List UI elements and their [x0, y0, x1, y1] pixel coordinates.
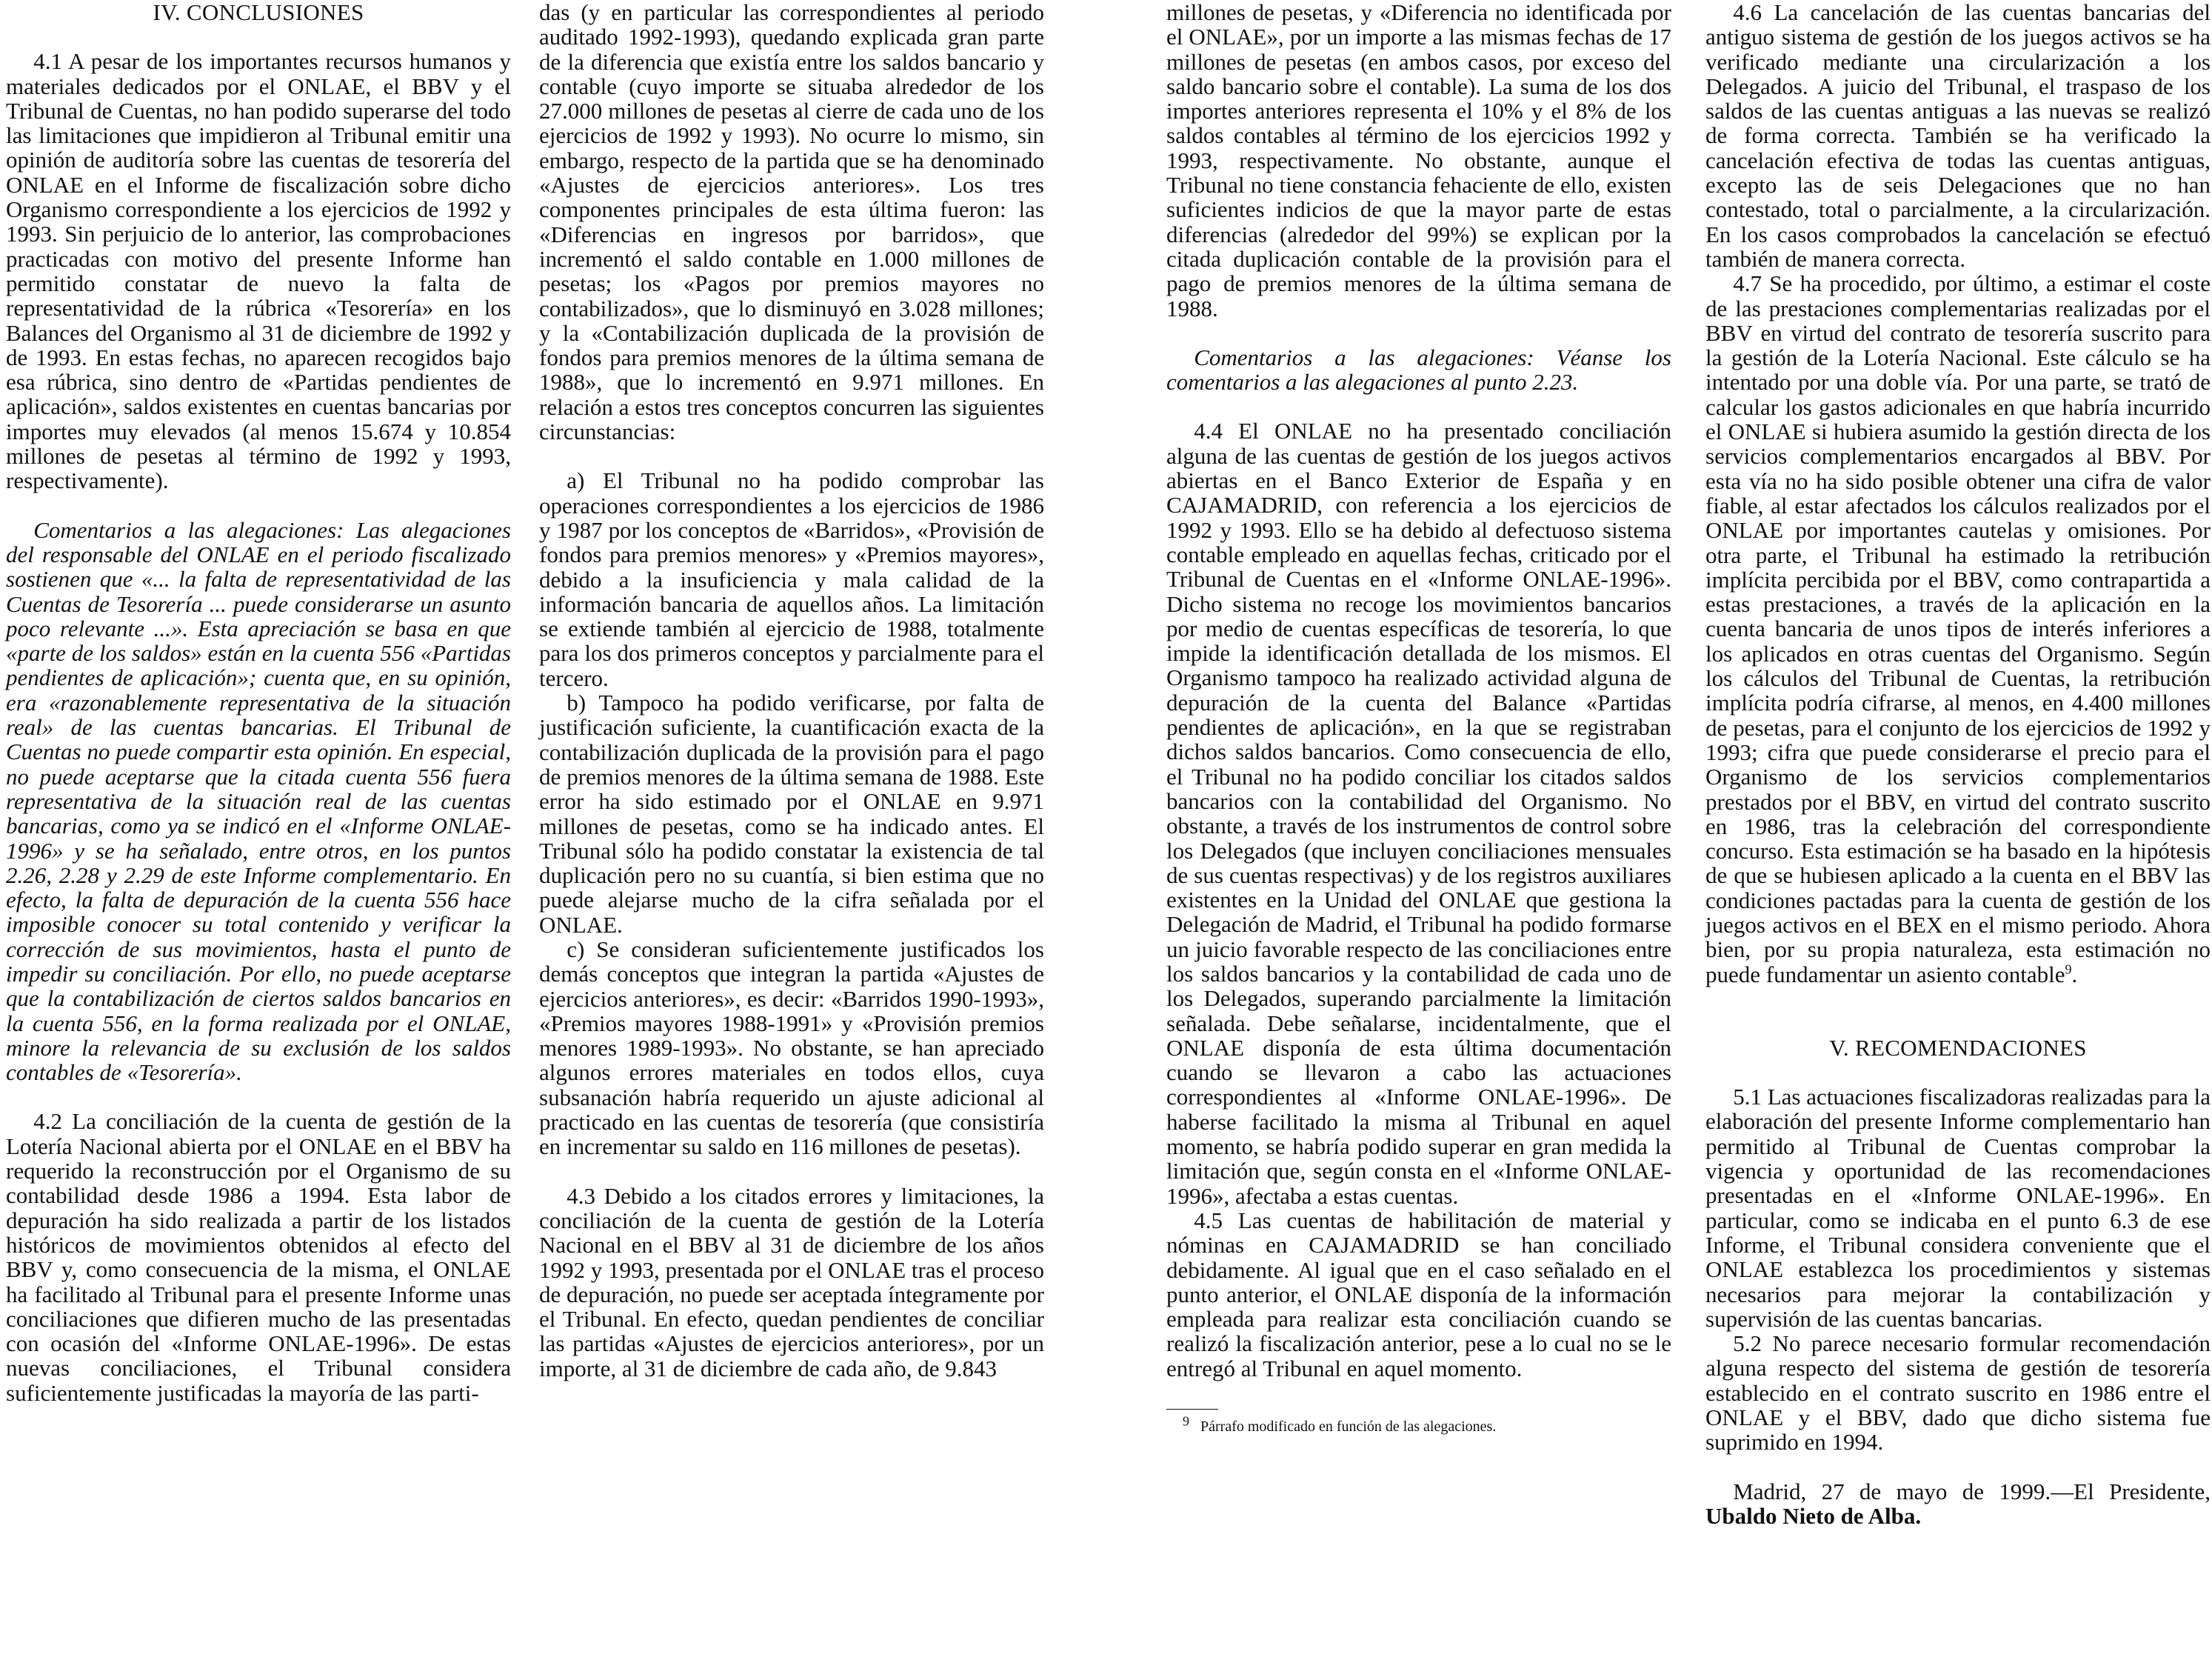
paragraph-4-2-c: c) Se consideran suficientemente justificados los demás conceptos que integran la partida «Ajustes de ejercicios anteriores», es decir: «Barridos 1990-1993», «Premios mayores 1988-1991» y «Provisión premios menores 1989-1993». No obstante, se han apreciado algunos errores materiales en todos ellos, cuya subsanación habría requerido un ajuste adicional al practicado en las cuentas de tesorería (que consistiría en incrementar su saldo en 116 millones de pesetas).	[539, 936, 1044, 1160]
column-1	[6, 0, 511, 1405]
footnote-number: 9	[1183, 1413, 1189, 1429]
paragraph-4-2-continued: das (y en particular las correspondientes al periodo auditado 1992-1993), quedando explicada gran parte de la diferencia que existía entre los saldos bancario y contable (cuyo importe se situaba alrededor de los 27.000 millones de pesetas al cierre de cada uno de los ejercicios de 1992 y 1993). No ocurre lo mismo, sin embargo, respecto de la partida que se ha denominado «Ajustes de ejercicios anteriores». Los tres componentes principales de esta última fueron: las «Diferencias en ingresos por barridos», que incrementó el saldo contable en 1.000 millones de pesetas; los «Pagos por premios mayores no contabilizados», que lo disminuyó en 3.028 millones; y la «Contabilización duplicada de la provisión de fondos para premios menores de la última semana de 1988», que lo incrementó en 9.971 millones. En relación a estos tres conceptos concurren las siguientes circunstancias:	[539, 0, 1044, 445]
paragraph-4-7-end: .	[2071, 961, 2078, 987]
column-4	[1705, 0, 2211, 1528]
paragraph-4-5: 4.5 Las cuentas de habilitación de material y nóminas en CAJAMADRID se han conciliado debidamente. Al igual que en el caso señalado en el punto anterior, el ONLAE disponía de la información empleada para realizar esta conciliación cuando se realizó la fiscalización anterior, pese a lo cual no se le entregó al Tribunal en aquel momento.	[1166, 1207, 1671, 1381]
paragraph-4-2-b: b) Tampoco ha podido verificarse, por falta de justificación suficiente, la cuantificación exacta de la contabilización duplicada de la provisión para el pago de premios menores de la última semana de 1988. Este error ha sido estimado por el ONLAE en 9.971 millones de pesetas, como se ha indicado antes. El Tribunal sólo ha podido constatar la existencia de tal duplicación pero no su cuantía, si bien estima que no puede alejarse mucho de la cifra señalada por el ONLAE.	[539, 690, 1044, 938]
footnote-separator	[1166, 1409, 1218, 1410]
signature-text: Madrid, 27 de mayo de 1999.—El Presidente,	[1733, 1478, 2211, 1504]
signature-line	[1705, 1479, 2211, 1529]
paragraph-4-2-a: a) El Tribunal no ha podido comprobar las operaciones correspondientes a los ejercicios de 1986 y 1987 por los conceptos de «Barridos», «Provisión de fondos para premios menores» y «Premios mayores», debido a la insuficiencia y mala calidad de la información bancaria de aquellos años. La limitación se extiende también al ejercicio de 1988, totalmente para los dos primeros conceptos y parcialmente para el tercero.	[539, 467, 1044, 691]
paragraph-4-2: 4.2 La conciliación de la cuenta de gestión de la Lotería Nacional abierta por el ONLAE en el BBV ha requerido la reconstrucción por el Organismo de su contabilidad desde 1986 a 1994. Esta labor de depuración ha sido realizada a partir de los listados históricos de movimientos obtenidos al efecto del BBV y, como consecuencia de la misma, el ONLAE ha facilitado al Tribunal para el presente Informe unas conciliaciones que difieren mucho de las presentadas con ocasión del «Informe ONLAE-1996». De estas nuevas conciliaciones, el Tribunal considera suficientemente justificadas la mayoría de las parti-	[6, 1108, 511, 1406]
comentarios-alegaciones-4-1: Comentarios a las alegaciones: Las alegaciones del responsable del ONLAE en el periodo fiscalizado sostienen que «... la falta de representatividad de las Cuentas de Tesorería ... puede considerarse un asunto poco relevante ...». Esta apreciación se basa en que «parte de los saldos» están en la cuenta 556 «Partidas pendientes de aplicación»; cuenta que, en su opinión, era «razonablemente representativa de la situación real» de las cuentas bancarias. El Tribunal de Cuentas no puede compartir esta opinión. En especial, no puede aceptarse que la citada cuenta 556 fuera representativa de la situación real de las cuentas bancarias, como ya se indicó en el «Informe ONLAE-1996» y se ha señalado, entre otros, en los puntos 2.26, 2.28 y 2.29 de este Informe complementario. En efecto, la falta de depuración de la cuenta 556 hace imposible conocer su total contenido y verificar la corrección de sus movimientos, hasta el punto de impedir su conciliación. Por ello, no puede aceptarse que la contabilización de ciertos saldos bancarios en la cuenta 556, en la forma realizada por el ONLAE, minore la relevancia de su exclusión de los saldos contables de «Tesorería».	[6, 516, 511, 1086]
paragraph-4-7-text: 4.7 Se ha procedido, por último, a estimar el coste de las prestaciones complementarias realizadas por el BBV en virtud del contrato de tesorería suscrito para la gestión de la Lotería Nacional. Este cálculo se ha intentado por una doble vía. Por una parte, se trató de calcular los gastos adicionales en que habría incurrido el ONLAE si hubiera asumido la gestión directa de los servicios complementarios encargados al BBV. Por esta vía no ha sido posible obtener una cifra de valor fiable, al estar afectados los cálculos realizados por el ONLAE por importantes cautelas y omisiones. Por otra parte, el Tribunal ha estimado la retribución implícita percibida por el BBV, como contrapartida a estas prestaciones, a través de la aplicación en la cuenta bancaria de unos tipos de interés inferiores a los aplicados en otras cuentas del Organismo. Según los cálculos del Tribunal de Cuentas, la retribución implícita podría cifrarse, al menos, en 4.400 millones de pesetas, para el conjunto de los ejercicios de 1992 y 1993; cifra que puede considerarse el precio para el Organismo de los servicios complementarios prestados por el BBV, en virtud del contrato suscrito en 1986, tras la celebración del correspondiente concurso. Esta estimación se ha basado en la hipótesis de que se hubiesen aplicado a la cuenta en el BBV las condiciones pactadas para la cuenta de gestión de los juegos activos en el BEX en el mismo periodo. Ahora bien, por su propia naturaleza, esta estimación no puede fundamentar un asiento contable	[1705, 270, 2211, 987]
footnote-text: Párrafo modificado en función de las alegaciones.	[1200, 1418, 1497, 1436]
section-heading-conclusiones: IV. CONCLUSIONES	[153, 0, 364, 25]
column-3	[1166, 0, 1671, 1436]
paragraph-4-3: 4.3 Debido a los citados errores y limitaciones, la conciliación de la cuenta de gestión de la Lotería Nacional en el BBV al 31 de diciembre de los años 1992 y 1993, presentada por el ONLAE tras el proceso de depuración, no puede ser aceptada íntegramente por el Tribunal. En efecto, quedan pendientes de conciliar las partidas «Ajustes de ejercicios anteriores», por un importe, al 31 de diciembre de cada año, de 9.843	[539, 1182, 1044, 1381]
signature-name: Ubaldo Nieto de Alba.	[1705, 1502, 1922, 1529]
paragraph-4-4: 4.4 El ONLAE no ha presentado conciliación alguna de las cuentas de gestión de los juegos activos abiertas en el Banco Exterior de España y en CAJAMADRID, con referencia a los ejercicios de 1992 y 1993. Ello se ha debido al defectuoso sistema contable empleado en aquellas fechas, criticado por el Tribunal de Cuentas en el «Informe ONLAE-1996». Dicho sistema no recoge los movimientos bancarios por medio de cuentas específicas de tesorería, lo que impide la identificación detallada de los mismos. El Organismo tampoco ha realizado actividad alguna de depuración de la cuenta del Balance «Partidas pendientes de aplicación», en la que se registraban dichos saldos bancarios. Como consecuencia de ello, el Tribunal no ha podido conciliar los citados saldos bancarios con la contabilidad del Organismo. No obstante, a través de los instrumentos de control sobre los Delegados (que incluyen conciliaciones mensuales de sus cuentas respectivas) y de los registros auxiliares existentes en la Unidad del ONLAE que gestiona la Delegación de Madrid, el Tribunal ha podido formarse un juicio favorable respecto de las conciliaciones entre los saldos bancarios y la contabilidad de cada uno de los Delegados, superando parcialmente la limitación señalada. Debe señalarse, incidentalmente, que el ONLAE disponía de esta última documentación cuando se llevaron a cabo las actuaciones correspondientes al «Informe ONLAE-1996». De haberse facilitado la misma al Tribunal en aquel momento, se habría podido superar en gran medida la limitación que, según consta en el «Informe ONLAE-1996», afectaba a estas cuentas.	[1166, 418, 1671, 1209]
paragraph-4-1: 4.1 A pesar de los importantes recursos humanos y materiales dedicados por el ONLAE, el BBV y el Tribunal de Cuentas, no han podido superarse del todo las limitaciones que impidieron al Tribunal emitir una opinión de auditoría sobre las cuentas de tesorería del ONLAE en el Informe de fiscalización sobre dicho Organismo correspondiente a los ejercicios de 1992 y 1993. Sin perjuicio de lo anterior, las comprobaciones practicadas con motivo del presente Informe han permitido constatar de nuevo la falta de representatividad de la rúbrica «Tesorería» en los Balances del Organismo al 31 de diciembre de 1992 y de 1993. En estas fechas, no aparecen recogidos bajo esa rúbrica, sino dentro de «Partidas pendientes de aplicación», saldos existentes en cuentas bancarias por importes muy elevados (al menos 15.674 y 10.854 millones de pesetas al término de 1992 y 1993, respectivamente).	[6, 48, 511, 494]
section-heading-recomendaciones: V. RECOMENDACIONES	[1829, 1034, 2087, 1061]
comentarios-alegaciones-4-3: Comentarios a las alegaciones: Véanse los comentarios a las alegaciones al punto 2.23.	[1166, 344, 1671, 396]
column-2	[539, 0, 1044, 1381]
paragraph-5-1: 5.1 Las actuaciones fiscalizadoras realizadas para la elaboración del presente Informe complementario han permitido al Tribunal de Cuentas comprobar la vigencia y oportunidad de las recomendaciones presentadas en el «Informe ONLAE-1996». En particular, como se indicaba en el punto 6.3 de ese Informe, el Tribunal considera conveniente que el ONLAE establezca los procedimientos y sistemas necesarios para mejorar la contabilización y supervisión de las cuentas bancarias.	[1705, 1084, 2211, 1332]
footnote-ref-9: 9	[2065, 961, 2072, 977]
paragraph-5-2: 5.2 No parece necesario formular recomendación alguna respecto del sistema de gestión de tesorería establecido en el contrato suscrito en 1986 entre el ONLAE y el BBV, dado que dicho sistema fue suprimido en 1994.	[1705, 1330, 2211, 1456]
paragraph-4-7	[1705, 271, 2211, 987]
footnote-9	[1166, 1413, 1671, 1436]
paragraph-4-3-continued: millones de pesetas, y «Diferencia no identificada por el ONLAE», por un importe a las mismas fechas de 17 millones de pesetas (en ambos casos, por exceso del saldo bancario sobre el contable). La suma de los dos importes anteriores representa el 10% y el 8% de los saldos contables al término de los ejercicios 1992 y 1993, respectivamente. No obstante, aunque el Tribunal no tiene constancia fehaciente de ello, existen suficientes indicios de que la mayor parte de estas diferencias (alrededor del 99%) se explican por la citada duplicación contable de la provisión para el pago de premios menores de la última semana de 1988.	[1166, 0, 1671, 321]
paragraph-4-6: 4.6 La cancelación de las cuentas bancarias del antiguo sistema de gestión de los juegos activos se ha verificado mediante una circularización a los Delegados. A juicio del Tribunal, el traspaso de los saldos de las cuentas antiguas a las nuevas se realizó de forma correcta. También se ha verificado la cancelación efectiva de todas las cuentas antiguas, excepto las de seis Delegaciones que no han contestado, total o parcialmente, a la circularización. En los casos comprobados la cancelación se efectuó también de manera correcta.	[1705, 0, 2211, 272]
